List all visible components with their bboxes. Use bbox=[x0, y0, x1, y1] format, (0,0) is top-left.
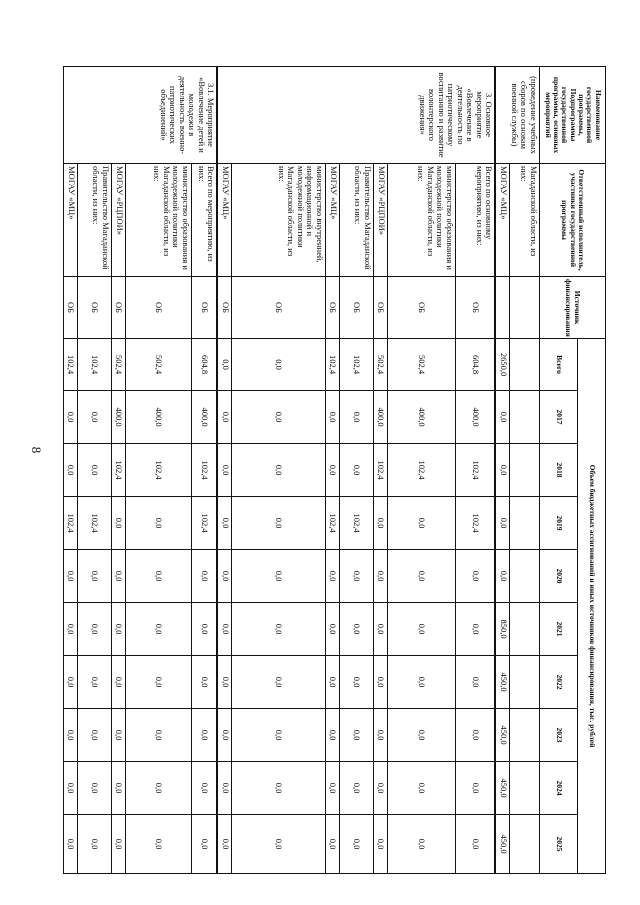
cell-year-value: 0,0 bbox=[125, 549, 191, 602]
header-year: 2023 bbox=[539, 708, 577, 761]
cell-year-value: 102,4 bbox=[387, 443, 455, 496]
cell-year-value: 0,0 bbox=[77, 390, 111, 443]
cell-year-value bbox=[509, 708, 539, 761]
cell-year-value: 102,4 bbox=[63, 496, 77, 549]
cell-year-value: 0,0 bbox=[125, 496, 191, 549]
table-row bbox=[373, 66, 387, 873]
cell-source: ОБ bbox=[373, 276, 387, 338]
cell-year-value: 102,4 bbox=[455, 496, 495, 549]
cell-year-value: 0,0 bbox=[111, 549, 125, 602]
cell-year-value: 0,0 bbox=[191, 761, 217, 814]
cell-year-value: 0,0 bbox=[387, 708, 455, 761]
cell-year-value: 0,0 bbox=[217, 761, 231, 814]
cell-year-value: 0,0 bbox=[77, 549, 111, 602]
cell-year-value: 0,0 bbox=[63, 655, 77, 708]
cell-year-value: 0,0 bbox=[373, 549, 387, 602]
cell-year-value: 0,0 bbox=[373, 496, 387, 549]
cell-executor: Правительство Магаданской области, из них: bbox=[77, 163, 111, 276]
cell-year-value: 0,0 bbox=[495, 496, 509, 549]
table-row bbox=[387, 66, 455, 873]
cell-year-value: 0,0 bbox=[455, 602, 495, 655]
cell-year-value: 0,0 bbox=[111, 761, 125, 814]
cell-year-value: 0,0 bbox=[111, 655, 125, 708]
cell-year-value: 0,0 bbox=[63, 761, 77, 814]
cell-total: 102,4 bbox=[63, 338, 77, 390]
cell-year-value: 0,0 bbox=[217, 496, 231, 549]
cell-year-value: 0,0 bbox=[231, 549, 325, 602]
cell-year-value: 0,0 bbox=[231, 814, 325, 873]
cell-year-value: 0,0 bbox=[455, 761, 495, 814]
cell-year-value: 102,4 bbox=[455, 443, 495, 496]
cell-source: ОБ bbox=[63, 276, 77, 338]
cell-year-value: 0,0 bbox=[231, 761, 325, 814]
cell-year-value: 0,0 bbox=[111, 814, 125, 873]
cell-year-value: 102,4 bbox=[191, 496, 217, 549]
table-row bbox=[191, 66, 217, 873]
cell-year-value: 0,0 bbox=[455, 814, 495, 873]
cell-source: ОБ bbox=[339, 276, 373, 338]
cell-year-value: 0,0 bbox=[339, 708, 373, 761]
cell-year-value: 0,0 bbox=[77, 761, 111, 814]
cell-year-value: 0,0 bbox=[373, 602, 387, 655]
cell-total: 502,4 bbox=[111, 338, 125, 390]
table-row bbox=[125, 66, 191, 873]
cell-year-value: 0,0 bbox=[231, 708, 325, 761]
cell-year-value: 0,0 bbox=[217, 602, 231, 655]
cell-year-value: 450,0 bbox=[495, 708, 509, 761]
cell-year-value: 0,0 bbox=[325, 443, 339, 496]
cell-year-value: 0,0 bbox=[63, 443, 77, 496]
table-row bbox=[231, 66, 325, 873]
cell-year-value: 0,0 bbox=[125, 761, 191, 814]
cell-executor: Магаданской области, из них: bbox=[509, 163, 539, 276]
cell-source: ОБ bbox=[111, 276, 125, 338]
cell-total: 102,4 bbox=[77, 338, 111, 390]
cell-year-value bbox=[509, 496, 539, 549]
cell-year-value: 0,0 bbox=[325, 390, 339, 443]
cell-total: 604,8 bbox=[191, 338, 217, 390]
cell-year-value bbox=[509, 549, 539, 602]
cell-year-value: 0,0 bbox=[111, 602, 125, 655]
rotated-table-container bbox=[35, 66, 606, 873]
cell-year-value: 0,0 bbox=[111, 708, 125, 761]
cell-year-value: 0,0 bbox=[77, 708, 111, 761]
cell-year-value: 0,0 bbox=[63, 708, 77, 761]
cell-year-value: 102,4 bbox=[373, 443, 387, 496]
cell-name: 3. Основное мероприятие «Вовлечение в деятельность по патриотическому воспитанию и развитие волонтерского движения» bbox=[217, 66, 495, 163]
cell-year-value: 0,0 bbox=[231, 602, 325, 655]
cell-year-value: 0,0 bbox=[495, 390, 509, 443]
table-row bbox=[63, 66, 77, 873]
cell-source: ОБ bbox=[325, 276, 339, 338]
cell-year-value: 102,4 bbox=[191, 443, 217, 496]
cell-name: (проведение учебных сборов по основам военной службы) bbox=[495, 66, 539, 163]
cell-year-value: 0,0 bbox=[387, 549, 455, 602]
cell-source: ОБ bbox=[125, 276, 191, 338]
cell-year-value: 0,0 bbox=[387, 655, 455, 708]
cell-year-value: 0,0 bbox=[325, 602, 339, 655]
cell-year-value bbox=[509, 761, 539, 814]
cell-total: 0,0 bbox=[231, 338, 325, 390]
cell-source: ОБ bbox=[191, 276, 217, 338]
cell-executor: Всего по основному мероприятию, из них: bbox=[455, 163, 495, 276]
cell-year-value: 450,0 bbox=[495, 814, 509, 873]
cell-year-value: 0,0 bbox=[387, 814, 455, 873]
header-executor: Ответственный исполнитель, участники государственной программы bbox=[539, 163, 605, 276]
cell-year-value: 400,0 bbox=[111, 390, 125, 443]
table-row bbox=[339, 66, 373, 873]
cell-year-value: 0,0 bbox=[339, 443, 373, 496]
cell-year-value: 102,4 bbox=[339, 496, 373, 549]
cell-year-value bbox=[509, 390, 539, 443]
header-source: Источник финансирования bbox=[539, 276, 605, 338]
table-body bbox=[63, 66, 539, 873]
cell-year-value: 102,4 bbox=[325, 496, 339, 549]
cell-year-value: 400,0 bbox=[373, 390, 387, 443]
cell-year-value: 0,0 bbox=[339, 390, 373, 443]
cell-year-value: 0,0 bbox=[125, 602, 191, 655]
cell-year-value: 102,4 bbox=[77, 496, 111, 549]
cell-year-value: 0,0 bbox=[455, 655, 495, 708]
cell-year-value: 0,0 bbox=[325, 549, 339, 602]
cell-total: 502,4 bbox=[373, 338, 387, 390]
cell-source bbox=[509, 276, 539, 338]
cell-executor: МОГАУ «МЦ» bbox=[325, 163, 339, 276]
cell-year-value: 0,0 bbox=[63, 549, 77, 602]
cell-executor: министерство внутренней, информационной и молодежной политики Магаданской области, из них: bbox=[231, 163, 325, 276]
cell-year-value: 0,0 bbox=[217, 708, 231, 761]
cell-year-value: 0,0 bbox=[339, 814, 373, 873]
cell-executor: МОГАУ «РЦПОИ» bbox=[111, 163, 125, 276]
header-volume: Объем бюджетных ассигнований и иных источников финансирования, тыс. рублей bbox=[577, 338, 605, 873]
cell-executor: министерство образования и молодежной политики Магаданской области, из них: bbox=[387, 163, 455, 276]
cell-year-value: 0,0 bbox=[217, 390, 231, 443]
cell-source bbox=[495, 276, 509, 338]
cell-year-value: 0,0 bbox=[339, 602, 373, 655]
cell-source: ОБ bbox=[231, 276, 325, 338]
cell-executor: министерство образования и молодежной политики Магаданской области, из них: bbox=[125, 163, 191, 276]
cell-year-value: 0,0 bbox=[77, 655, 111, 708]
cell-year-value: 0,0 bbox=[325, 761, 339, 814]
cell-year-value: 450,0 bbox=[495, 761, 509, 814]
cell-source: ОБ bbox=[387, 276, 455, 338]
cell-year-value: 0,0 bbox=[191, 549, 217, 602]
cell-year-value: 0,0 bbox=[217, 655, 231, 708]
cell-year-value: 0,0 bbox=[191, 655, 217, 708]
page-number: 8 bbox=[29, 446, 44, 454]
cell-year-value: 0,0 bbox=[373, 655, 387, 708]
cell-executor: Всего по мероприятию, из них: bbox=[191, 163, 217, 276]
cell-source: ОБ bbox=[77, 276, 111, 338]
header-year: 2024 bbox=[539, 761, 577, 814]
cell-year-value: 0,0 bbox=[325, 655, 339, 708]
cell-year-value bbox=[509, 655, 539, 708]
cell-year-value: 0,0 bbox=[191, 708, 217, 761]
cell-year-value: 0,0 bbox=[125, 814, 191, 873]
cell-year-value: 0,0 bbox=[111, 496, 125, 549]
cell-executor: МОГАУ «МЦ» bbox=[217, 163, 231, 276]
table-row bbox=[111, 66, 125, 873]
header-year: 2022 bbox=[539, 655, 577, 708]
cell-year-value: 850,0 bbox=[495, 602, 509, 655]
cell-year-value: 0,0 bbox=[125, 708, 191, 761]
cell-year-value: 400,0 bbox=[455, 390, 495, 443]
cell-source: ОБ bbox=[455, 276, 495, 338]
table-row bbox=[217, 66, 231, 873]
cell-total: 604,8 bbox=[455, 338, 495, 390]
cell-year-value: 0,0 bbox=[77, 443, 111, 496]
cell-year-value: 0,0 bbox=[217, 549, 231, 602]
cell-year-value: 0,0 bbox=[63, 814, 77, 873]
cell-year-value: 0,0 bbox=[325, 814, 339, 873]
cell-year-value: 0,0 bbox=[339, 655, 373, 708]
cell-year-value bbox=[509, 602, 539, 655]
cell-year-value: 0,0 bbox=[217, 814, 231, 873]
cell-year-value: 0,0 bbox=[373, 814, 387, 873]
cell-year-value: 0,0 bbox=[77, 602, 111, 655]
cell-year-value: 0,0 bbox=[387, 761, 455, 814]
cell-name: 3.1. Мероприятие «Вовлечение детей и молодежи в деятельность военно-патриотических объединений» bbox=[63, 66, 217, 163]
cell-executor: МОГАУ «МЦ» bbox=[495, 163, 509, 276]
cell-total: 2650,0 bbox=[495, 338, 509, 390]
cell-executor: МОГАУ «МЦ» bbox=[63, 163, 77, 276]
cell-total: 502,4 bbox=[387, 338, 455, 390]
cell-executor: МОГАУ «РЦПОИ» bbox=[373, 163, 387, 276]
cell-year-value: 0,0 bbox=[373, 708, 387, 761]
cell-year-value: 0,0 bbox=[63, 602, 77, 655]
cell-year-value: 0,0 bbox=[191, 602, 217, 655]
header-year: 2017 bbox=[539, 390, 577, 443]
cell-year-value: 400,0 bbox=[191, 390, 217, 443]
cell-total: 102,4 bbox=[339, 338, 373, 390]
cell-year-value: 0,0 bbox=[325, 708, 339, 761]
table-row bbox=[509, 66, 539, 873]
header-year: 2021 bbox=[539, 602, 577, 655]
cell-total bbox=[509, 338, 539, 390]
cell-year-value: 0,0 bbox=[217, 443, 231, 496]
cell-total: 102,4 bbox=[325, 338, 339, 390]
cell-year-value: 0,0 bbox=[455, 549, 495, 602]
header-year: 2025 bbox=[539, 814, 577, 873]
cell-year-value: 0,0 bbox=[77, 814, 111, 873]
cell-year-value: 0,0 bbox=[387, 602, 455, 655]
cell-executor: Правительство Магаданской области, из них: bbox=[339, 163, 373, 276]
header-year: 2018 bbox=[539, 443, 577, 496]
cell-year-value: 0,0 bbox=[455, 708, 495, 761]
cell-source: ОБ bbox=[217, 276, 231, 338]
cell-year-value: 400,0 bbox=[387, 390, 455, 443]
cell-year-value: 0,0 bbox=[231, 655, 325, 708]
cell-year-value: 0,0 bbox=[495, 549, 509, 602]
cell-year-value: 0,0 bbox=[495, 443, 509, 496]
cell-total: 502,4 bbox=[125, 338, 191, 390]
cell-year-value: 0,0 bbox=[373, 761, 387, 814]
cell-year-value: 0,0 bbox=[231, 390, 325, 443]
header-name: Наименование государственной программы, Подпрограммы государственной программы, основных мероприятий bbox=[539, 66, 605, 163]
financing-table bbox=[63, 66, 606, 874]
header-year: 2019 bbox=[539, 496, 577, 549]
cell-year-value: 0,0 bbox=[339, 549, 373, 602]
cell-year-value: 0,0 bbox=[231, 443, 325, 496]
header-year: 2020 bbox=[539, 549, 577, 602]
cell-total: 0,0 bbox=[217, 338, 231, 390]
table-row bbox=[455, 66, 495, 873]
table-row bbox=[77, 66, 111, 873]
cell-year-value: 0,0 bbox=[191, 814, 217, 873]
cell-year-value: 0,0 bbox=[125, 655, 191, 708]
cell-year-value: 0,0 bbox=[339, 761, 373, 814]
header-total: Всего bbox=[539, 338, 577, 390]
table-row bbox=[325, 66, 339, 873]
cell-year-value: 450,0 bbox=[495, 655, 509, 708]
cell-year-value: 102,4 bbox=[111, 443, 125, 496]
table-row bbox=[495, 66, 509, 873]
cell-year-value bbox=[509, 443, 539, 496]
cell-year-value bbox=[509, 814, 539, 873]
cell-year-value: 0,0 bbox=[63, 390, 77, 443]
cell-year-value: 400,0 bbox=[125, 390, 191, 443]
cell-year-value: 0,0 bbox=[231, 496, 325, 549]
cell-year-value: 102,4 bbox=[125, 443, 191, 496]
cell-year-value: 0,0 bbox=[387, 496, 455, 549]
